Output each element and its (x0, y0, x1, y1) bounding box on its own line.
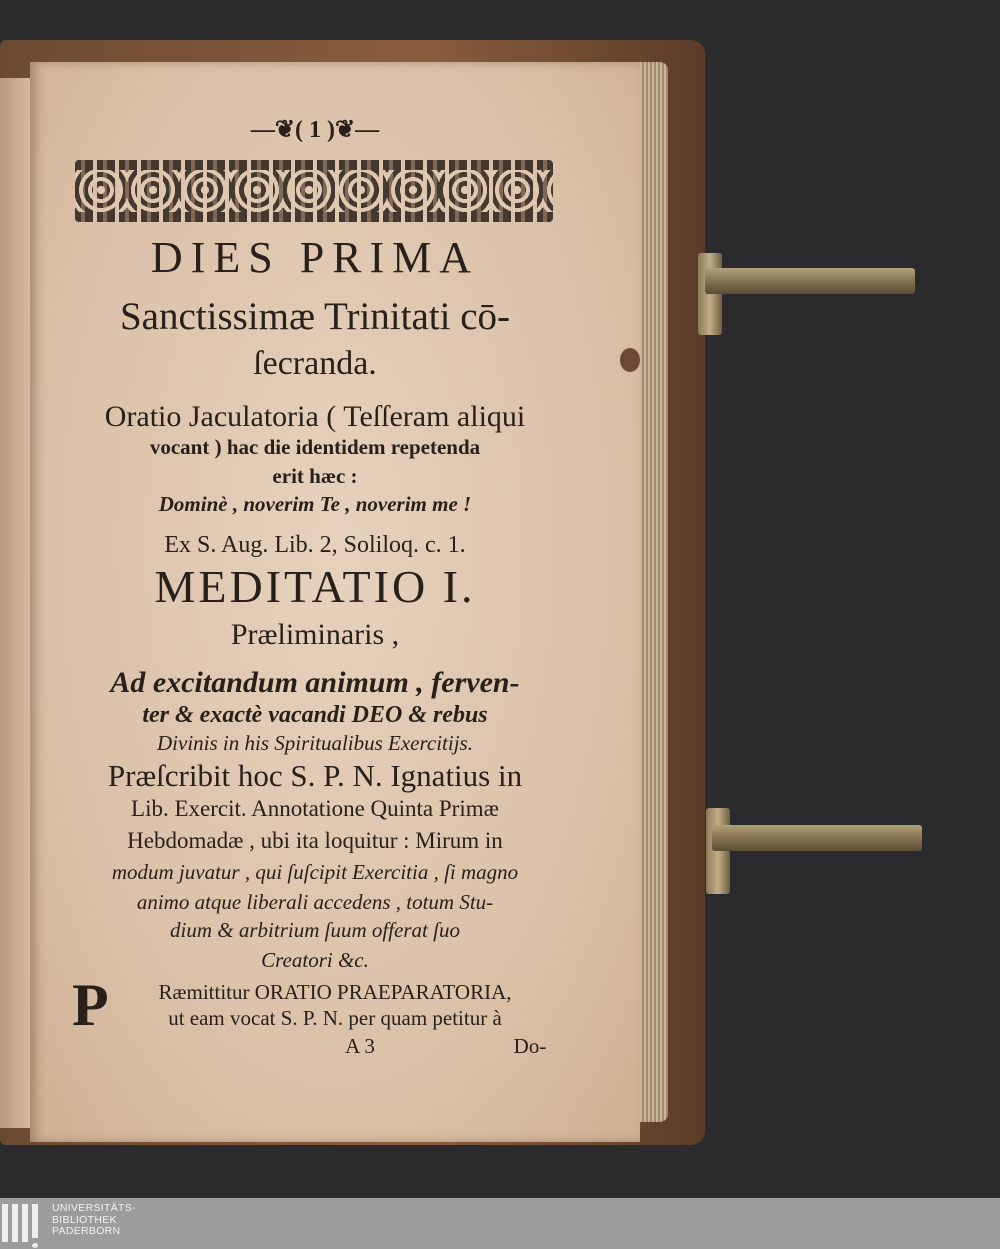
para-line-3: Hebdomadæ , ubi ita loquitur : Mirum in (127, 828, 503, 853)
ad-line-3: Divinis in his Spiritualibus Exercitijs. (157, 731, 473, 755)
catchword: Do- (513, 1034, 547, 1058)
praeliminaris: Præliminaris , (230, 618, 400, 651)
prayer: Dominè , noverim Te , noverim me ! (158, 492, 472, 516)
ad-line-1: Ad excitandum animum , ferven- (110, 666, 520, 699)
prep-line-1: Ræmittitur ORATIO PRAEPARATORIA, (158, 980, 512, 1004)
para-line-2: Lib. Exercit. Annotatione Quinta Primæ (131, 796, 499, 821)
signature-mark: A 3 (345, 1034, 375, 1058)
para-line-7: Creatori &c. (261, 948, 369, 972)
oratio-line-2: vocant ) hac die identidem repetenda (149, 435, 481, 459)
logo-line-1: UNIVERSITÄTS- (52, 1202, 136, 1214)
oratio-line-1: Oratio Jaculatoria ( Teſſeram aliqui (104, 400, 526, 433)
ornament-band (75, 160, 553, 222)
footer-bar (0, 1198, 1000, 1249)
para-line-5: animo atque liberali accedens , totum Stu- (136, 890, 494, 914)
logo-line-2: BIBLIOTHEK (52, 1213, 117, 1226)
logo-line-3: PADERBORN (52, 1225, 121, 1237)
clasp-bottom (712, 825, 922, 851)
para-line-6: dium & arbitrium ſuum offerat ſuo (170, 918, 460, 942)
library-logo-text (52, 1203, 136, 1238)
drop-cap: P (72, 972, 109, 1038)
left-page-edge (0, 78, 34, 1128)
prep-line-2: ut eam vocat S. P. N. per quam petitur à (168, 1006, 502, 1030)
para-line-4: modum juvatur , qui ſuſcipit Exercitia , ſi magno (111, 860, 519, 884)
para-line-1: Præſcribit hoc S. P. N. Ignatius in (107, 758, 523, 793)
clasp-top (705, 268, 915, 294)
clasp-bottom-post (706, 808, 730, 894)
source: Ex S. Aug. Lib. 2, Soliloq. c. 1. (164, 532, 466, 558)
title-line-2: Sanctissimæ Trinitati cō- (119, 295, 511, 338)
title-dies-prima: DIES PRIMA (150, 233, 480, 282)
meditatio-heading: MEDITATIO I. (154, 561, 476, 612)
oratio-line-3: erit hæc : (272, 464, 358, 488)
stain (620, 348, 640, 372)
title-line-3: ſecranda. (253, 345, 377, 382)
ad-line-2: ter & exactè vacandi DEO & rebus (142, 702, 488, 728)
clasp-top-post (698, 253, 722, 335)
page-header: —❦( 1 )❦— (250, 117, 380, 143)
